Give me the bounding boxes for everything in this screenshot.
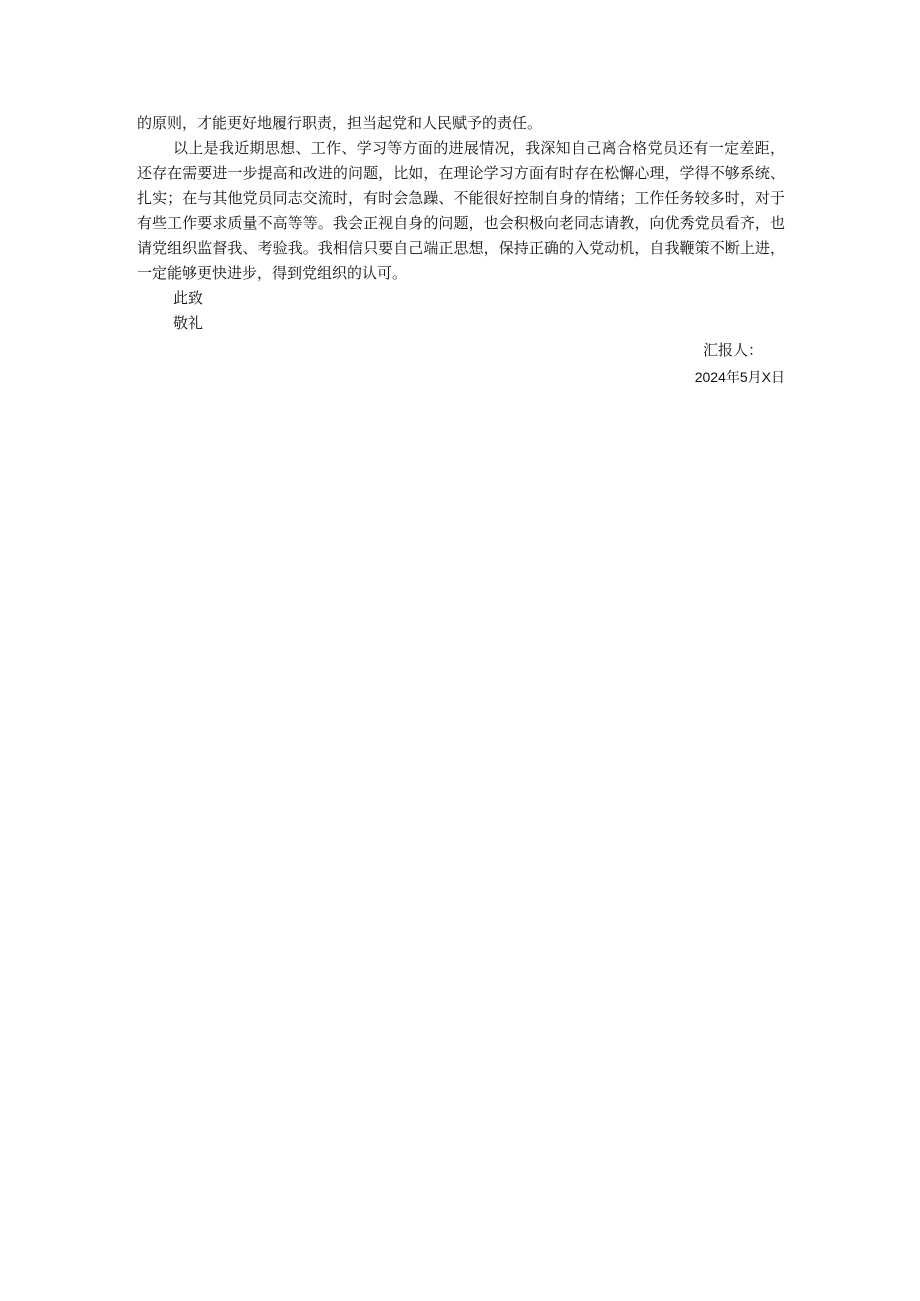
document-body — [137, 111, 785, 390]
paragraph-continuation: 的原则，才能更好地履行职责，担当起党和人民赋予的责任。 — [137, 114, 543, 132]
reporter-label: 汇报人： — [702, 341, 763, 359]
report-date: 2024年5月X日 — [694, 369, 785, 385]
closing-line-1: 此致 — [173, 289, 204, 307]
paragraph-summary: 以上是我近期思想、工作、学习等方面的进展情况，我深知自己离合格党员还有一定差距，还存在需要进一步提高和改进的问题，比如，在理论学习方面有时存在松懈心理，学得不够系统、扎实；在与其他党员同志交流时，有时会急躁、不能很好控制自身的情绪；工作任务较多时，对于有些工作要求质量不高等等。我会正视自身的问题，也会积极向老同志请教，向优秀党员看齐，也请党组织监督我、考验我。我相信只要自己端正思想，保持正确的入党动机，自我鞭策不断上进，一定能够更快进步，得到党组织的认可。 — [137, 139, 785, 282]
closing-line-2: 敬礼 — [173, 314, 204, 332]
